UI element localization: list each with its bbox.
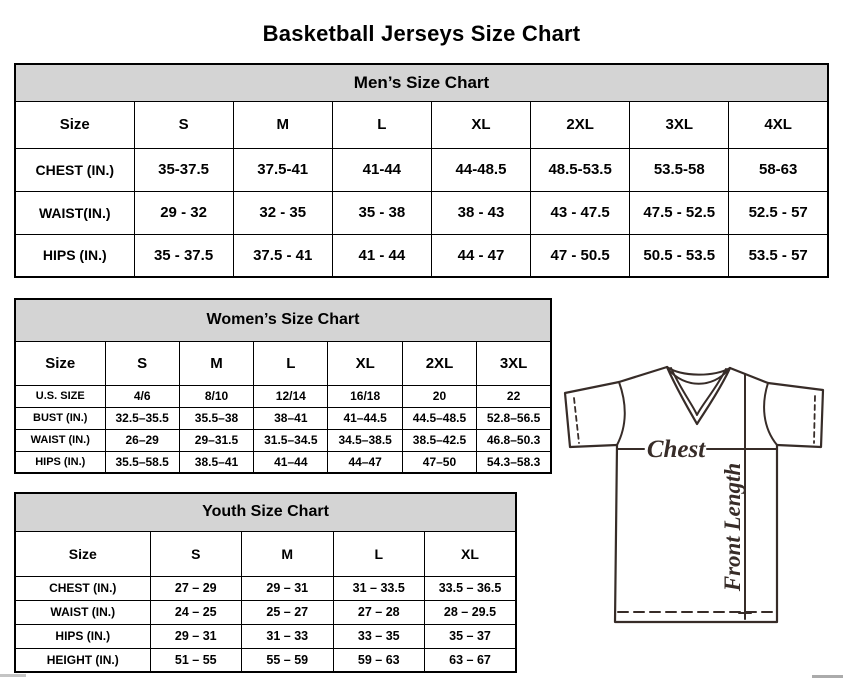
size-column-header: XL: [425, 531, 517, 576]
front-length-label: Front Length: [720, 462, 745, 592]
women-table-title: Women’s Size Chart: [15, 299, 551, 341]
measurement-value: 31 – 33.5: [333, 576, 425, 600]
left-sleeve-seam: [617, 382, 625, 445]
youth-table-title: Youth Size Chart: [15, 493, 516, 531]
page-title: Basketball Jerseys Size Chart: [262, 20, 581, 46]
size-column-header: M: [242, 531, 334, 576]
measurement-value: 32 - 35: [233, 191, 332, 234]
measurement-value: 50.5 - 53.5: [630, 234, 729, 277]
measurement-value: 41–44.5: [328, 407, 402, 429]
measurement-value: 35 - 38: [332, 191, 431, 234]
size-column-header: 2XL: [402, 341, 476, 385]
size-column-header: 4XL: [729, 101, 828, 148]
measurement-label: HIPS (IN.): [15, 234, 134, 277]
measurement-value: 54.3–58.3: [477, 451, 551, 473]
size-header-label: Size: [15, 531, 150, 576]
measurement-value: 44.5–48.5: [402, 407, 476, 429]
size-column-header: XL: [431, 101, 530, 148]
measurement-value: 38–41: [254, 407, 328, 429]
measurement-value: 46.8–50.3: [477, 429, 551, 451]
measurement-value: 52.5 - 57: [729, 191, 828, 234]
size-column-header: S: [134, 101, 233, 148]
measurement-value: 58-63: [729, 148, 828, 191]
left-shoulder-line: [619, 367, 667, 382]
horizontal-scrollbar-fragment-right[interactable]: [812, 675, 843, 678]
left-sleeve-outline: [565, 382, 619, 447]
measurement-label: CHEST (IN.): [15, 576, 150, 600]
mens-size-chart-table: [14, 63, 829, 278]
measurement-value: 35.5–38: [179, 407, 253, 429]
size-column-header: S: [105, 341, 179, 385]
measurement-label: HEIGHT (IN.): [15, 648, 150, 672]
measurement-label: U.S. SIZE: [15, 385, 105, 407]
measurement-label: WAIST(IN.): [15, 191, 134, 234]
measurement-label: CHEST (IN.): [15, 148, 134, 191]
measurement-value: 28 – 29.5: [425, 600, 517, 624]
measurement-value: 20: [402, 385, 476, 407]
right-sleeve-hem-dashes: [814, 396, 815, 443]
left-sleeve-hem-dashes: [574, 398, 579, 443]
measurement-value: 63 – 67: [425, 648, 517, 672]
measurement-value: 16/18: [328, 385, 402, 407]
measurement-value: 41-44: [332, 148, 431, 191]
measurement-value: 22: [477, 385, 551, 407]
measurement-value: 41 - 44: [332, 234, 431, 277]
measurement-value: 47–50: [402, 451, 476, 473]
measurement-value: 37.5 - 41: [233, 234, 332, 277]
measurement-value: 8/10: [179, 385, 253, 407]
measurement-value: 29 – 31: [242, 576, 334, 600]
measurement-label: HIPS (IN.): [15, 451, 105, 473]
measurement-value: 59 – 63: [333, 648, 425, 672]
measurement-value: 33 – 35: [333, 624, 425, 648]
size-column-header: XL: [328, 341, 402, 385]
size-header-label: Size: [15, 341, 105, 385]
measurement-value: 44–47: [328, 451, 402, 473]
measurement-value: 38.5–41: [179, 451, 253, 473]
collar-band-line: [667, 367, 730, 375]
horizontal-scrollbar-fragment-left[interactable]: [0, 674, 26, 677]
measurement-value: 27 – 28: [333, 600, 425, 624]
measurement-value: 32.5–35.5: [105, 407, 179, 429]
measurement-label: HIPS (IN.): [15, 624, 150, 648]
size-column-header: 3XL: [630, 101, 729, 148]
right-sleeve-seam: [764, 383, 777, 445]
measurement-value: 29–31.5: [179, 429, 253, 451]
measurement-value: 4/6: [105, 385, 179, 407]
measurement-value: 41–44: [254, 451, 328, 473]
size-column-header: L: [332, 101, 431, 148]
measurement-value: 26–29: [105, 429, 179, 451]
measurement-value: 52.8–56.5: [477, 407, 551, 429]
size-column-header: M: [179, 341, 253, 385]
size-column-header: 2XL: [531, 101, 630, 148]
measurement-value: 31.5–34.5: [254, 429, 328, 451]
measurement-value: 38 - 43: [431, 191, 530, 234]
right-shoulder-line: [730, 368, 768, 383]
measurement-value: 33.5 – 36.5: [425, 576, 517, 600]
measurement-value: 31 – 33: [242, 624, 334, 648]
measurement-value: 38.5–42.5: [402, 429, 476, 451]
body-outline: [615, 445, 777, 622]
measurement-value: 48.5-53.5: [531, 148, 630, 191]
measurement-label: WAIST (IN.): [15, 600, 150, 624]
measurement-value: 12/14: [254, 385, 328, 407]
measurement-value: 35.5–58.5: [105, 451, 179, 473]
measurement-value: 24 – 25: [150, 600, 242, 624]
chest-label: Chest: [646, 436, 706, 463]
measurement-label: BUST (IN.): [15, 407, 105, 429]
measurement-value: 44-48.5: [431, 148, 530, 191]
measurement-value: 44 - 47: [431, 234, 530, 277]
measurement-value: 55 – 59: [242, 648, 334, 672]
size-column-header: M: [233, 101, 332, 148]
measurement-label: WAIST (IN.): [15, 429, 105, 451]
size-column-header: L: [333, 531, 425, 576]
men-table-title: Men’s Size Chart: [15, 64, 828, 101]
measurement-value: 47.5 - 52.5: [630, 191, 729, 234]
size-header-label: Size: [15, 101, 134, 148]
measurement-value: 29 – 31: [150, 624, 242, 648]
youth-size-chart-table: [14, 492, 517, 673]
measurement-value: 47 - 50.5: [531, 234, 630, 277]
measurement-value: 35 – 37: [425, 624, 517, 648]
size-column-header: L: [254, 341, 328, 385]
measurement-value: 27 – 29: [150, 576, 242, 600]
measurement-value: 53.5 - 57: [729, 234, 828, 277]
womens-size-chart-table: [14, 298, 552, 474]
measurement-value: 37.5-41: [233, 148, 332, 191]
size-column-header: 3XL: [477, 341, 551, 385]
measurement-value: 34.5–38.5: [328, 429, 402, 451]
measurement-value: 51 – 55: [150, 648, 242, 672]
measurement-value: 35 - 37.5: [134, 234, 233, 277]
measurement-value: 43 - 47.5: [531, 191, 630, 234]
measurement-value: 25 – 27: [242, 600, 334, 624]
measurement-value: 35-37.5: [134, 148, 233, 191]
jersey-measurement-diagram: [556, 362, 843, 628]
measurement-value: 29 - 32: [134, 191, 233, 234]
size-column-header: S: [150, 531, 242, 576]
measurement-value: 53.5-58: [630, 148, 729, 191]
